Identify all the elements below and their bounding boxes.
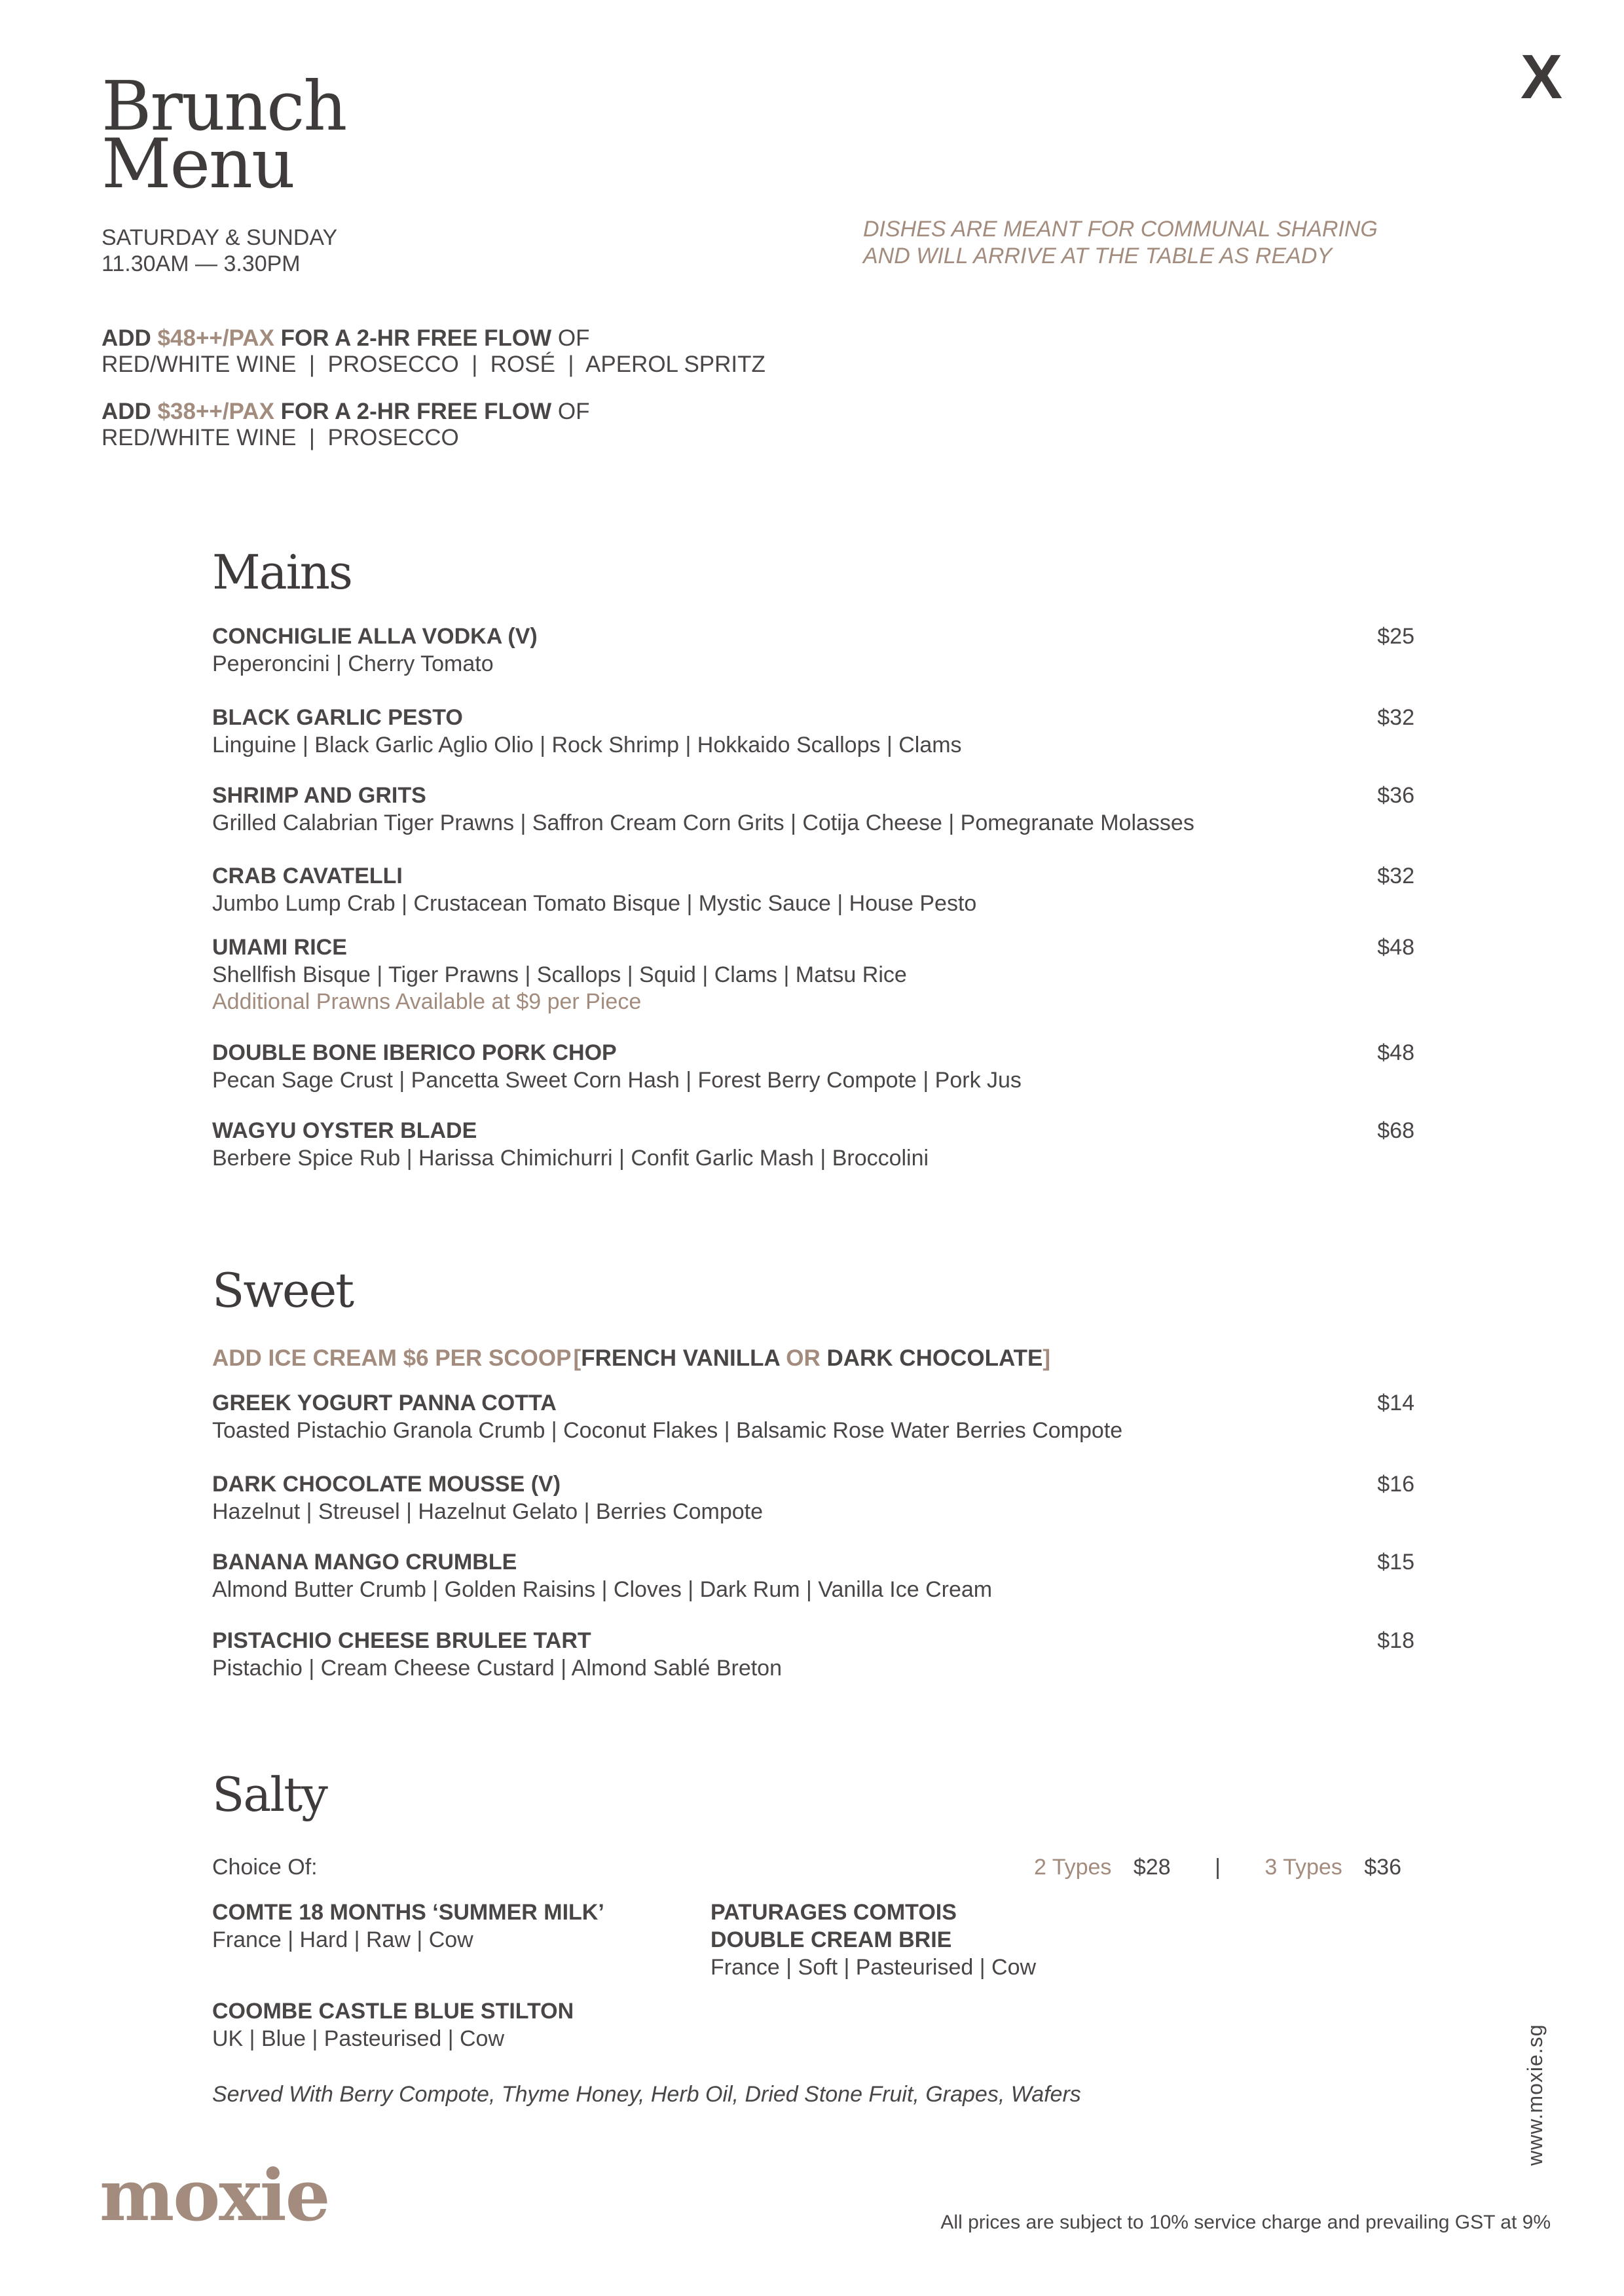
schedule-days: SATURDAY & SUNDAY (101, 225, 338, 250)
item-name: BANANA MANGO CRUMBLE (212, 1550, 517, 1575)
freeflow-price: $48++/PAX (157, 325, 274, 351)
menu-item (212, 704, 1414, 759)
item-description: Berbere Spice Rub | Harissa Chimichurri | Confit Garlic Mash | Broccolini (212, 1146, 929, 1171)
menu-item (212, 1548, 1414, 1603)
cheese-description: UK | Blue | Pasteurised | Cow (212, 2026, 505, 2051)
menu-item (212, 782, 1414, 837)
service-charge-note: All prices are subject to 10% service charge and prevailing GST at 9% (940, 2212, 1551, 2233)
item-description: Jumbo Lump Crab | Crustacean Tomato Bisque | Mystic Sauce | House Pesto (212, 891, 977, 916)
freeflow-add: ADD (101, 399, 151, 424)
cheese-description: France | Hard | Raw | Cow (212, 1927, 473, 1952)
item-name: PISTACHIO CHEESE BRULEE TART (212, 1628, 591, 1653)
price-separator: | (1215, 1855, 1221, 1880)
sharing-note-line1: DISHES ARE MEANT FOR COMMUNAL SHARING (863, 217, 1378, 242)
item-description: Linguine | Black Garlic Aglio Olio | Rock Shrimp | Hokkaido Scallops | Clams (212, 733, 962, 757)
ice-cream-prefix: ADD ICE CREAM $6 PER SCOOP (212, 1345, 571, 1371)
menu-item (212, 1117, 1414, 1172)
item-price: $36 (1377, 783, 1414, 808)
cheese-name-line2: DOUBLE CREAM BRIE (710, 1927, 952, 1952)
freeflow-of: OF (557, 325, 590, 351)
item-name: GREEK YOGURT PANNA COTTA (212, 1391, 557, 1415)
item-price: $14 (1377, 1391, 1414, 1415)
freeflow-add: ADD (101, 325, 151, 351)
section-title-mains: Mains (212, 545, 352, 600)
freeflow-offer (101, 325, 766, 378)
option-3-types-label: 3 Types (1264, 1855, 1342, 1880)
moxie-logo: moxie (100, 2155, 329, 2237)
ice-cream-addon (212, 1345, 1050, 1372)
item-name: DOUBLE BONE IBERICO PORK CHOP (212, 1040, 617, 1065)
cheese-item (710, 1899, 1036, 1981)
ice-cream-or: OR (786, 1345, 821, 1371)
item-description: Peperoncini | Cherry Tomato (212, 651, 494, 676)
menu-item (212, 623, 1414, 678)
menu-item (212, 1389, 1414, 1444)
item-name: CRAB CAVATELLI (212, 864, 403, 888)
cheese-name: COOMBE CASTLE BLUE STILTON (212, 1999, 574, 2024)
freeflow-options: RED/WHITE WINE | PROSECCO | ROSÉ | APEROL SPRITZ (101, 352, 766, 377)
cheese-name-line1: PATURAGES COMTOIS (710, 1900, 957, 1925)
freeflow-label: FOR A 2-HR FREE FLOW (280, 399, 552, 424)
item-price: $48 (1377, 935, 1414, 960)
cheese-description: France | Soft | Pasteurised | Cow (710, 1955, 1037, 1980)
item-price: $16 (1377, 1472, 1414, 1497)
item-name: SHRIMP AND GRITS (212, 783, 426, 808)
freeflow-options: RED/WHITE WINE | PROSECCO (101, 425, 459, 450)
freeflow-of: OF (557, 399, 590, 424)
ice-cream-flavor-vanilla: FRENCH VANILLA (581, 1345, 780, 1371)
served-with-note: Served With Berry Compote, Thyme Honey, Herb Oil, Dried Stone Fruit, Grapes, Wafers (212, 2082, 1081, 2107)
ice-cream-flavor-chocolate: DARK CHOCOLATE (826, 1345, 1043, 1371)
page-title-line1: Brunch (101, 66, 346, 146)
item-price: $15 (1377, 1550, 1414, 1575)
page-title (101, 66, 346, 204)
cheese-item (212, 1899, 604, 1954)
item-price: $18 (1377, 1628, 1414, 1653)
freeflow-label: FOR A 2-HR FREE FLOW (280, 325, 552, 351)
option-2-types-label: 2 Types (1033, 1855, 1112, 1880)
item-price: $25 (1377, 624, 1414, 649)
item-description: Shellfish Bisque | Tiger Prawns | Scallops | Squid | Clams | Matsu Rice (212, 962, 907, 987)
item-name: BLACK GARLIC PESTO (212, 705, 463, 730)
bracket-open: [ (573, 1345, 581, 1371)
bracket-close: ] (1043, 1345, 1051, 1371)
section-title-salty: Salty (212, 1767, 327, 1822)
schedule-hours: 11.30AM — 3.30PM (101, 251, 301, 276)
choice-prices (1034, 1853, 1401, 1881)
cheese-item (212, 1997, 574, 2052)
section-title-sweet: Sweet (212, 1263, 354, 1318)
item-price: $32 (1377, 705, 1414, 730)
item-description: Hazelnut | Streusel | Hazelnut Gelato | Berries Compote (212, 1499, 764, 1524)
item-price: $32 (1377, 864, 1414, 888)
choice-label: Choice Of: (212, 1855, 318, 1880)
sharing-note-line2: AND WILL ARRIVE AT THE TABLE AS READY (863, 244, 1333, 268)
schedule (101, 225, 337, 277)
menu-item (212, 1627, 1414, 1682)
item-description: Pecan Sage Crust | Pancetta Sweet Corn Hash | Forest Berry Compote | Pork Jus (212, 1068, 1022, 1093)
item-note: Additional Prawns Available at $9 per Piece (212, 989, 642, 1014)
page-title-line2: Menu (101, 124, 294, 204)
sharing-note (863, 216, 1378, 270)
item-price: $68 (1377, 1118, 1414, 1143)
menu-item (212, 934, 1414, 1015)
option-3-types-price: $36 (1364, 1855, 1401, 1880)
website-link[interactable]: www.moxie.sg (1523, 2024, 1547, 2166)
menu-item (212, 1470, 1414, 1525)
option-2-types-price: $28 (1133, 1855, 1171, 1880)
freeflow-offer (101, 399, 590, 451)
item-description: Toasted Pistachio Granola Crumb | Coconut Flakes | Balsamic Rose Water Berries Compote (212, 1418, 1123, 1443)
item-name: CONCHIGLIE ALLA VODKA (V) (212, 624, 538, 649)
item-price: $48 (1377, 1040, 1414, 1065)
close-icon[interactable]: X (1521, 42, 1563, 112)
item-description: Almond Butter Crumb | Golden Raisins | Cloves | Dark Rum | Vanilla Ice Cream (212, 1577, 993, 1602)
menu-item (212, 862, 1414, 917)
item-description: Pistachio | Cream Cheese Custard | Almond Sablé Breton (212, 1656, 782, 1681)
item-name: UMAMI RICE (212, 935, 347, 960)
item-description: Grilled Calabrian Tiger Prawns | Saffron Cream Corn Grits | Cotija Cheese | Pomegranate Molasses (212, 811, 1194, 835)
menu-item (212, 1039, 1414, 1094)
item-name: WAGYU OYSTER BLADE (212, 1118, 477, 1143)
freeflow-price: $38++/PAX (157, 399, 274, 424)
item-name: DARK CHOCOLATE MOUSSE (V) (212, 1472, 561, 1497)
cheese-name: COMTE 18 MONTHS ‘SUMMER MILK’ (212, 1900, 604, 1925)
